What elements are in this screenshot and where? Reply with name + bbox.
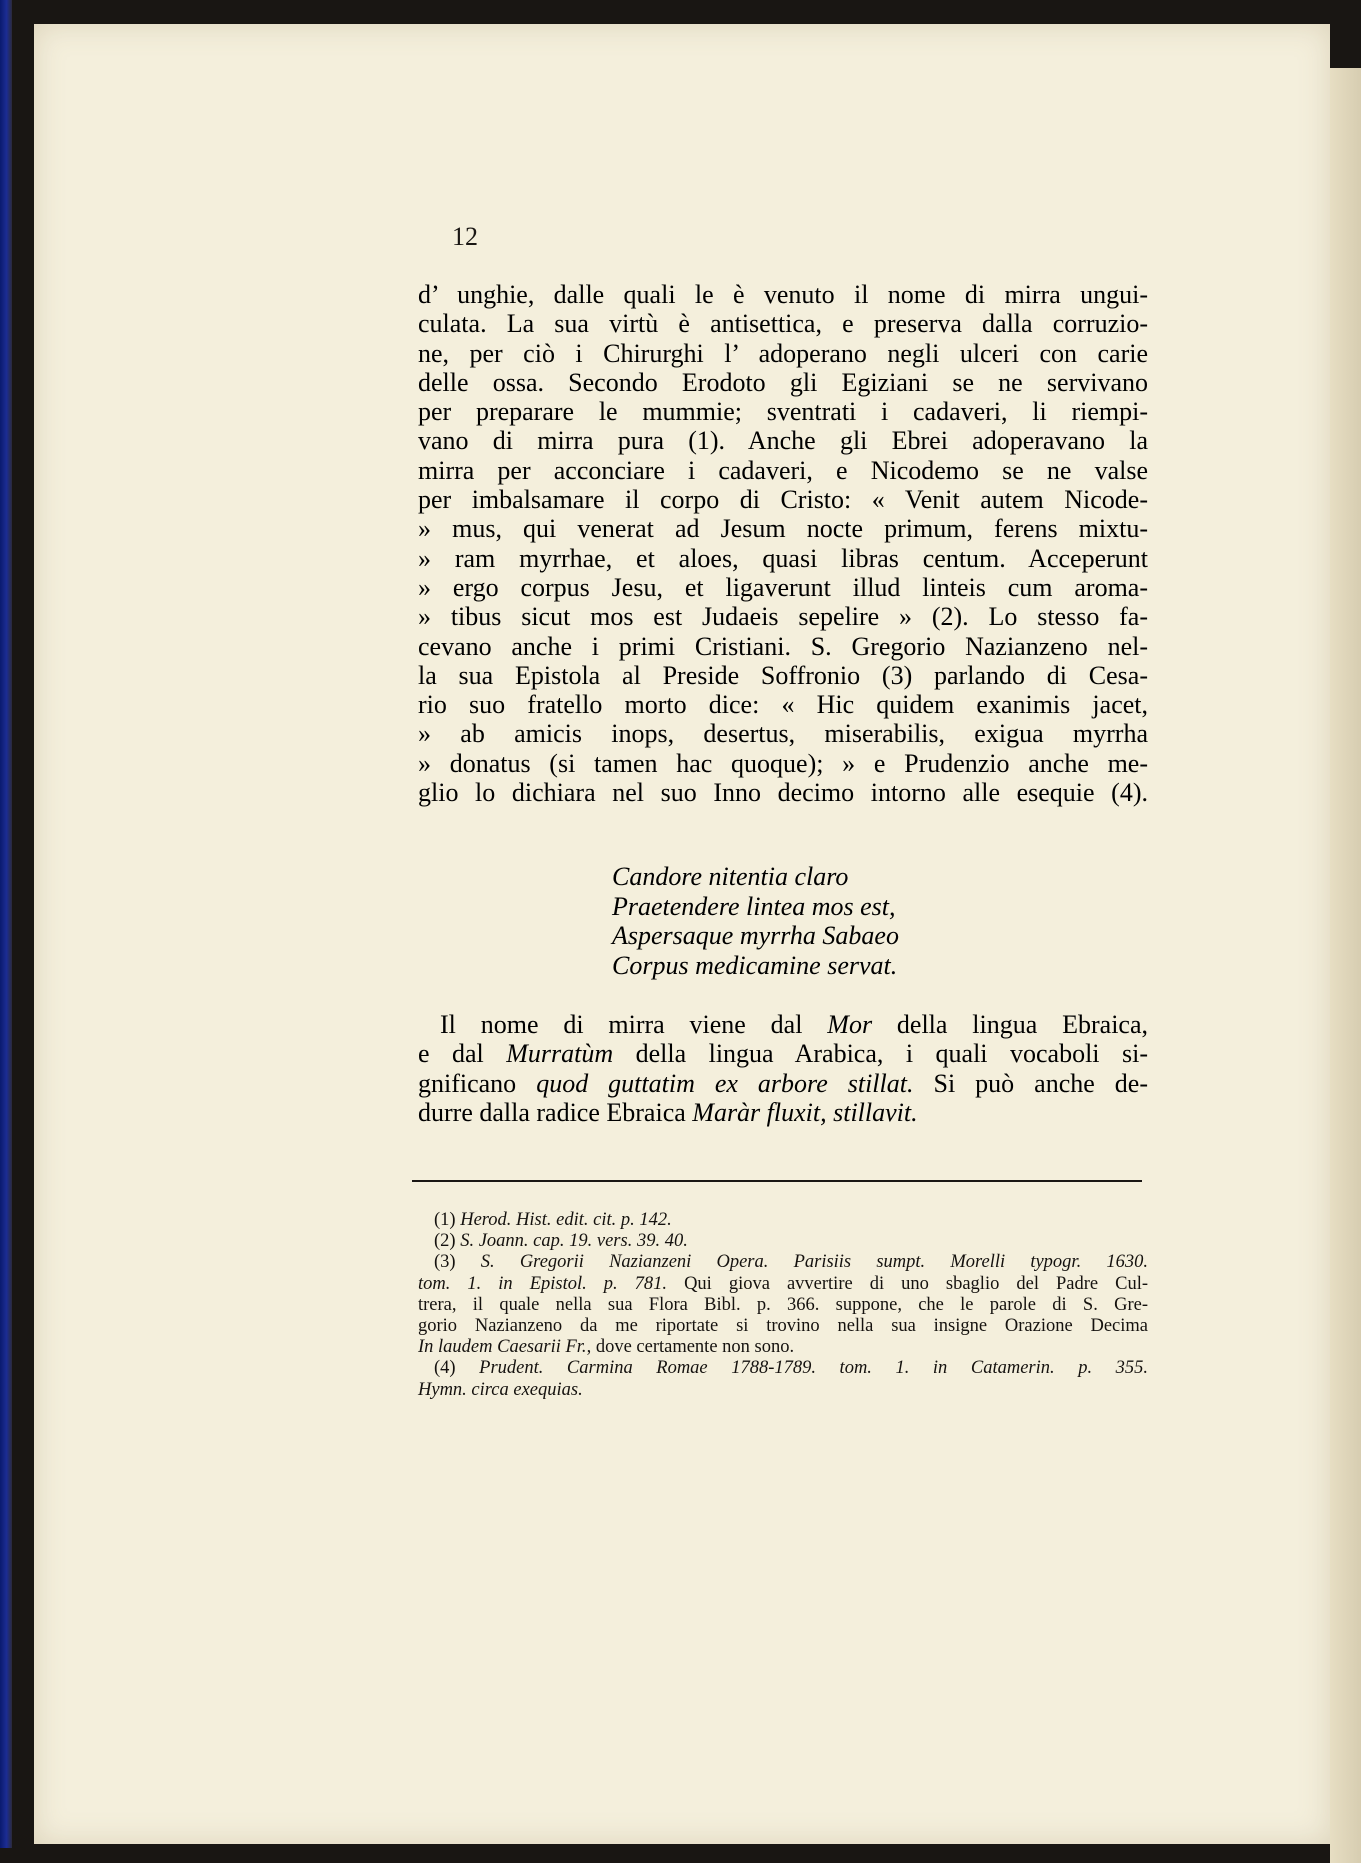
footnote-number: (1) [434, 1210, 461, 1230]
footnote-text: In laudem Caesarii Fr. [418, 1337, 587, 1358]
footnote-text: Prudent. Carmina Romae 1788-1789. tom. 1. in Catamerin. p. 355. [479, 1358, 1149, 1379]
footnote-text: tom. 1. in Epistol. p. 781. [418, 1273, 668, 1294]
page-number: 12 [452, 222, 478, 251]
text-run: e dal [418, 1039, 507, 1069]
verse-line: Aspersaque myrrha Sabaeo [612, 921, 899, 950]
footnote-3-line [418, 1274, 1148, 1295]
footnotes [418, 1210, 1148, 1401]
footnote-2 [418, 1231, 1148, 1252]
verse-line: Corpus medicamine servat. [612, 950, 898, 980]
verse-line: Praetendere lintea mos est, [612, 891, 896, 921]
footnote-number: (3) [434, 1252, 481, 1273]
footnote-3-line: gorio Nazianzeno da me riportate si trovino nella sua insigne Orazione Decima [418, 1316, 1148, 1337]
text-line: glio lo dichiara nel suo Inno decimo intorno alle esequie (4). [418, 778, 1148, 808]
text-line: » mus, qui venerat ad Jesum nocte primum, ferens mixtu- [418, 514, 1148, 544]
text-line: per preparare le mummie; sventrati i cadaveri, li riempi- [418, 397, 1148, 427]
text-run: durre dalla radice Ebraica [418, 1097, 693, 1127]
italic-run: Maràr fluxit, stillavit. [692, 1097, 918, 1127]
second-paragraph [418, 1010, 1148, 1127]
page-edge-stack [1330, 68, 1361, 1863]
footnote-text: Qui giova avvertire di uno sbaglio del Padre Cul- [667, 1273, 1149, 1294]
text-line: per imbalsamare il corpo di Cristo: « Venit autem Nicode- [418, 485, 1148, 515]
footnote-3-line [418, 1337, 1148, 1358]
text-line: vano di mirra pura (1). Anche gli Ebrei adoperavano la [418, 426, 1148, 456]
text-line: la sua Epistola al Preside Soffronio (3) parlando di Cesa- [418, 660, 1148, 690]
footnote-text: Hymn. circa exequias. [418, 1379, 583, 1400]
footnote-divider [412, 1180, 1142, 1182]
text-line: » donatus (si tamen hac quoque); » e Prudenzio anche me- [418, 748, 1148, 778]
footnote-text: S. Joann. cap. 19. vers. 39. 40. [460, 1231, 688, 1252]
footnote-3 [418, 1252, 1148, 1273]
text-line: » ab amicis inops, desertus, miserabilis, exigua myrrha [418, 719, 1148, 749]
text-line: » ram myrrhae, et aloes, quasi libras centum. Acceperunt [418, 543, 1148, 573]
footnote-text: Herod. Hist. edit. cit. p. 142. [460, 1210, 672, 1230]
footnote-number: (2) [434, 1231, 461, 1252]
footnote-1 [418, 1210, 1148, 1231]
text-line: cevano anche i primi Cristiani. S. Gregorio Nazianzeno nel- [418, 631, 1148, 661]
text-line [418, 1069, 1148, 1098]
text-line [418, 1098, 1148, 1127]
main-paragraph [418, 280, 1148, 807]
text-line [418, 1010, 1148, 1039]
text-run: Si può anche de- [913, 1068, 1148, 1098]
text-line: culata. La sua virtù è antisettica, e preserva dalla corruzio- [418, 309, 1148, 339]
text-line: delle ossa. Secondo Erodoto gli Egiziani se ne servivano [418, 367, 1148, 397]
text-line: mirra per acconciare i cadaveri, e Nicodemo se ne valse [418, 455, 1148, 485]
italic-run: quod guttatim ex arbore stillat. [536, 1068, 914, 1098]
footnote-text: , dove certamente non sono. [586, 1337, 795, 1358]
footnote-3-line: trera, il quale nella sua Flora Bibl. p. 366. suppone, che le parole di S. Gre- [418, 1294, 1148, 1315]
footnote-4 [418, 1358, 1148, 1379]
text-line [418, 1039, 1148, 1068]
verse-line: Candore nitentia claro [612, 862, 849, 891]
text-line: d’ unghie, dalle quali le è venuto il nome di mirra ungui- [418, 280, 1148, 309]
footnote-number: (4) [434, 1358, 480, 1379]
text-line: rio suo fratello morto dice: « Hic quidem exanimis jacet, [418, 690, 1148, 720]
text-run: gnificano [418, 1068, 537, 1098]
text-run: della lingua Arabica, i quali vocaboli si- [613, 1039, 1148, 1069]
italic-run: Mor [827, 1010, 873, 1039]
text-line: » ergo corpus Jesu, et ligaverunt illud linteis cum aroma- [418, 572, 1148, 602]
verse-quotation [612, 862, 899, 980]
italic-run: Murratùm [506, 1039, 614, 1069]
footnote-4-line [418, 1380, 1148, 1401]
scan-border [0, 0, 12, 1848]
text-line: » tibus sicut mos est Judaeis sepelire » (2). Lo stesso fa- [418, 602, 1148, 632]
text-run: della lingua Ebraica, [872, 1010, 1148, 1039]
text-run: Il nome di mirra viene dal [440, 1010, 828, 1039]
text-line: ne, per ciò i Chirurghi l’ adoperano negli ulceri con carie [418, 338, 1148, 368]
footnote-text: S. Gregorii Nazianzeni Opera. Parisiis sumpt. Morelli typogr. 1630. [480, 1252, 1148, 1273]
